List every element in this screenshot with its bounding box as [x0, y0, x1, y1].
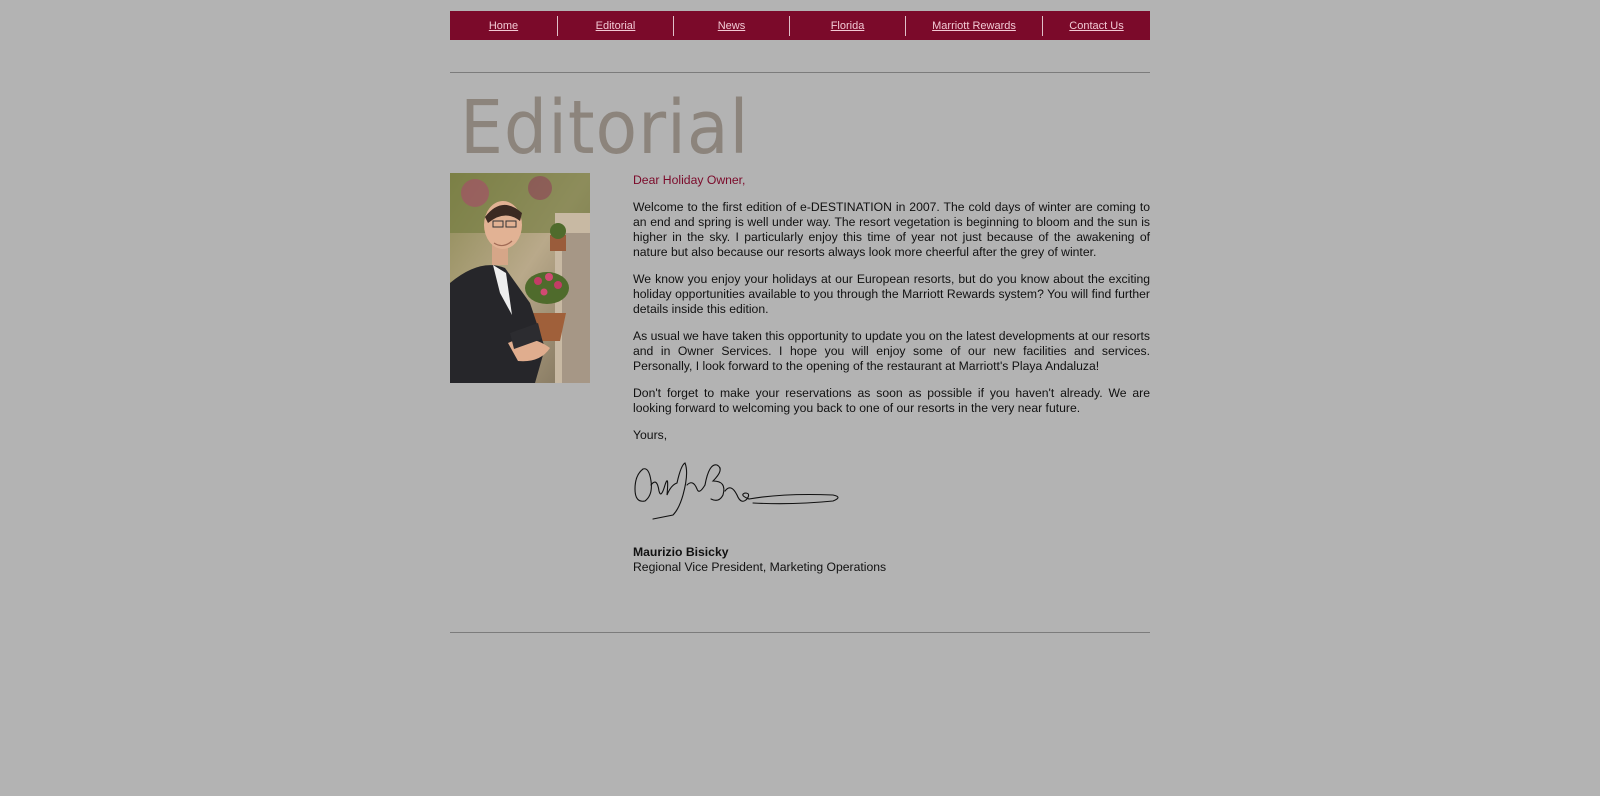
page-container — [450, 11, 1150, 574]
nav-editorial-link[interactable]: Editorial — [595, 19, 636, 32]
nav-contact-us-link[interactable]: Contact Us — [1069, 19, 1124, 32]
signature-image — [633, 455, 843, 521]
letter-paragraph: Welcome to the first edition of e-DESTINATION in 2007. The cold days of winter are coming to an end and spring is well under way. The resort vegetation is beginning to bloom and the sun is higher in the sky. I particularly enjoy this time of year not just because of the awakening of nature but also because our resorts always look more cheerful after the grey of winter. — [633, 200, 1150, 259]
letter-paragraph: Don't forget to make your reservations as soon as possible if you haven't already. We are looking forward to welcoming you back to one of our resorts in the very near future. — [633, 386, 1150, 415]
nav-home-link[interactable]: Home — [488, 19, 519, 32]
page-title: Editorial — [460, 85, 750, 171]
nav-marriott-rewards-link[interactable]: Marriott Rewards — [932, 19, 1016, 32]
signer-name: Maurizio Bisicky — [633, 545, 729, 559]
bottom-divider — [450, 632, 1150, 633]
letter-closing: Yours, — [633, 428, 668, 442]
nav-florida-link[interactable]: Florida — [830, 19, 865, 32]
letter-paragraph: As usual we have taken this opportunity to update you on the latest developments at our resorts and in Owner Services. I hope you will enjoy some of our new facilities and services. Personally, I look forward to the opening of the restaurant at Marriott's Playa Andaluza! — [633, 329, 1150, 373]
letter-greeting: Dear Holiday Owner, — [633, 173, 746, 187]
top-divider — [450, 72, 1150, 73]
author-photo — [450, 173, 590, 383]
letter-paragraph: We know you enjoy your holidays at our European resorts, but do you know about the exciting holiday opportunities available to you through the Marriott Rewards system? You will find further details inside this edition. — [633, 272, 1150, 316]
top-navbar — [450, 11, 1150, 40]
nav-news-link[interactable]: News — [717, 19, 746, 32]
signer-title: Regional Vice President, Marketing Operations — [633, 560, 887, 574]
editorial-letter — [633, 173, 1150, 575]
